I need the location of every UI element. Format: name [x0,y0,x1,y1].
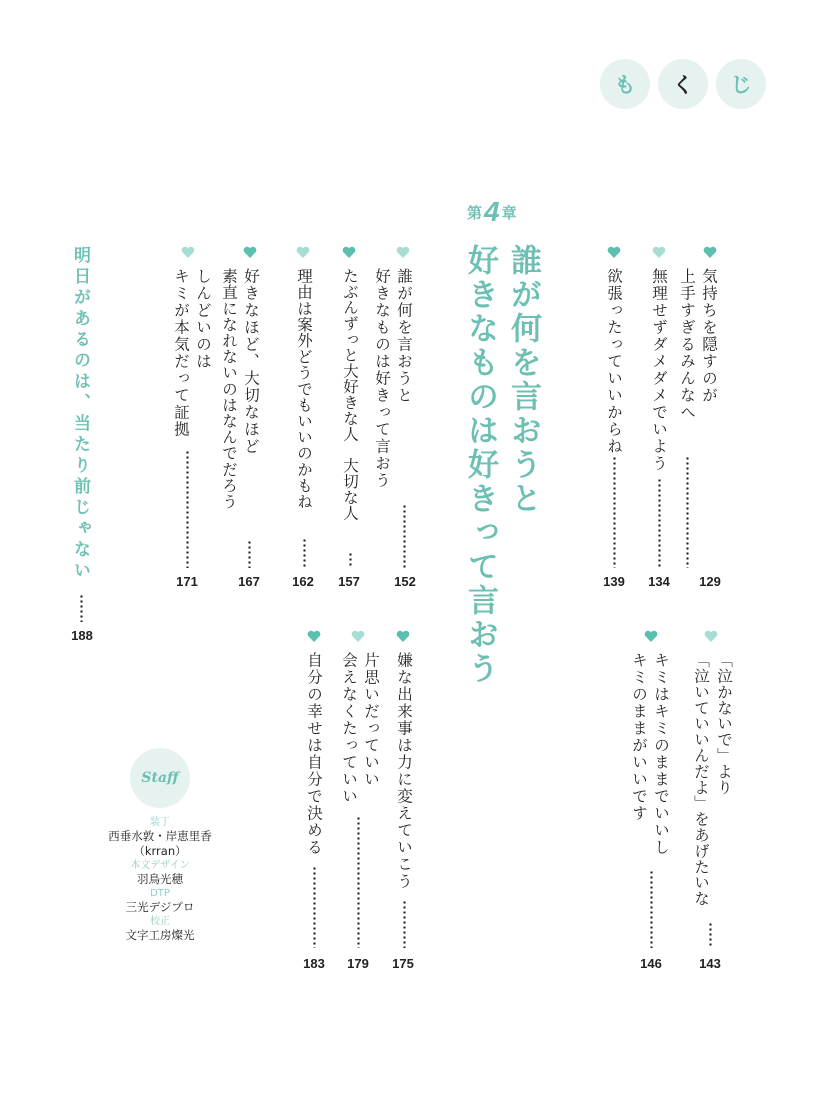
chapter-suffix: 章 [501,203,517,222]
leader-dots [303,538,306,568]
leader-dots [403,900,406,948]
heart-icon [307,630,321,643]
page-number: 179 [347,956,369,971]
page-number: 152 [394,574,416,589]
toc-line: 「泣いていいんだよ」をあげたいな [692,652,710,907]
mokuji-circle-ku [658,59,708,109]
toc-line: キミはキミのままでいいし [652,652,670,856]
heart-icon [351,630,365,643]
toc-line: たぶんずっと大好きな人 大切な人 [341,268,359,521]
toc-line: 無理せずダメダメでいよう [650,268,668,472]
chapter-title-line2: 好きなものは好きって言おう [462,244,498,686]
page-number: 157 [338,574,360,589]
heart-icon [296,246,310,259]
heart-icon [644,630,658,643]
toc-line: しんどいのは [194,268,212,370]
toc-line: 好きなほど、大切なほど [242,268,260,455]
page-number: 143 [699,956,721,971]
toc-line: 欲張ったっていいからね [605,268,623,455]
toc-line: 会えなくたっていい [340,652,358,805]
page-number: 139 [603,574,625,589]
heart-icon [703,246,717,259]
credit-name: （krran） [133,844,187,858]
heart-icon [607,246,621,259]
credit-role: 本文デザイン [130,860,190,871]
mokuji-char: じ [730,73,752,97]
page-number: 175 [392,956,414,971]
page-number: 171 [176,574,198,589]
toc-line: 上手すぎるみんなへ [678,268,696,421]
page-number: 162 [292,574,314,589]
toc-line: キミが本気だって証拠 [172,268,190,438]
page-number: 167 [238,574,260,589]
leader-dots [357,816,360,948]
toc-line: 「泣かないで」より [715,652,733,796]
toc-line: 好きなものは好きって言おう [373,268,391,489]
leader-dots [613,456,616,568]
heart-icon [342,246,356,259]
mokuji-header [600,59,766,109]
toc-line: キミのままがいいです [630,652,648,822]
leader-dots [80,594,83,622]
credit-role: 校正 [150,916,170,927]
page-number: 183 [303,956,325,971]
credit-name: 西垂水敦・岸恵里香 [108,829,212,843]
staff-badge: Staff [130,748,190,808]
leader-dots [248,540,251,568]
credit-role: 装丁 [150,817,170,828]
mokuji-circle-ji [716,59,766,109]
toc-line: 理由は案外どうでもいいのかもね [295,268,313,510]
closing-title: 明日があるのは、当たり前じゃない [70,246,90,582]
chapter-number: 4 [484,196,500,227]
page-number: 134 [648,574,670,589]
page-number: 146 [640,956,662,971]
page-number: 129 [699,574,721,589]
leader-dots [313,866,316,948]
chapter-title-line1: 誰が何を言おうと [505,244,541,516]
chapter-prefix: 第 [467,203,483,222]
heart-icon [396,630,410,643]
credit-name: 羽鳥光穂 [137,872,183,886]
toc-line: 自分の幸せは自分で決める [305,652,323,856]
heart-icon [652,246,666,259]
leader-dots [403,504,406,568]
chapter-label [467,196,517,228]
heart-icon [181,246,195,259]
credit-name: 文字工房燦光 [125,928,195,942]
toc-line: 素直になれないのはなんでだろう [220,268,238,510]
staff-credits [102,748,218,943]
leader-dots [349,552,352,568]
leader-dots [650,870,653,948]
toc-line: 気持ちを隠すのが [700,268,718,404]
heart-icon [243,246,257,259]
mokuji-circle-mo [600,59,650,109]
leader-dots [709,922,712,948]
leader-dots [186,450,189,568]
leader-dots [658,478,661,568]
leader-dots [686,456,689,568]
page-number: 188 [71,628,93,643]
credit-name: 三光デジプロ [125,900,195,914]
toc-line: 嫌な出来事は力に変えていこう [395,652,413,890]
credit-role: DTP [150,888,170,899]
toc-line: 誰が何を言おうと [395,268,413,404]
toc-line: 片思いだっていい [362,652,380,788]
mokuji-char: も [614,73,636,97]
heart-icon [704,630,718,643]
mokuji-char: く [672,73,694,97]
heart-icon [396,246,410,259]
